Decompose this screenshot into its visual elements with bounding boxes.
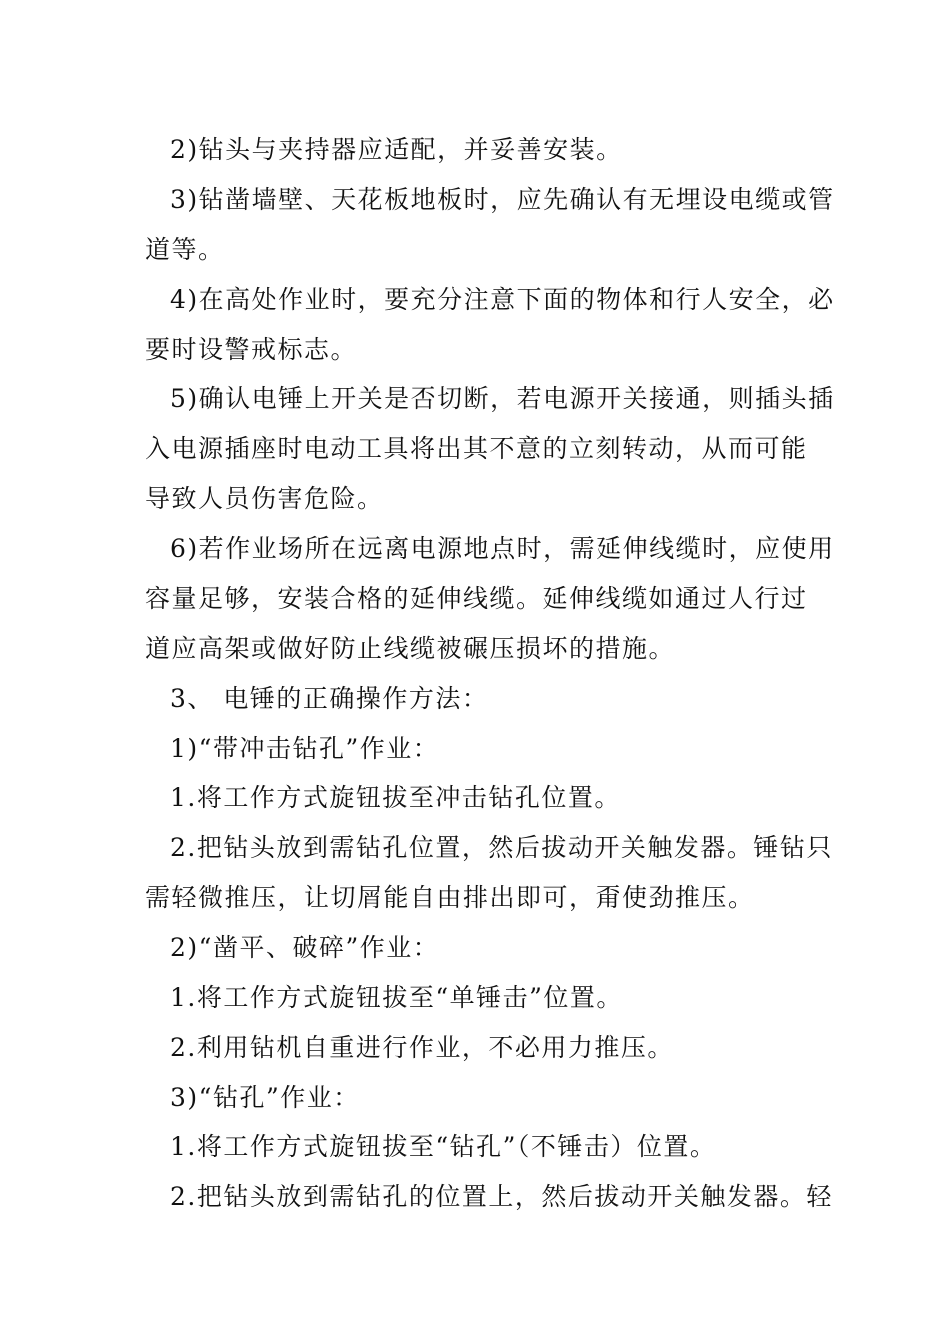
text-line: 6)若作业场所在远离电源地点时，需延伸线缆时，应使用 xyxy=(170,534,835,563)
text-line: 入电源插座时电动工具将出其不意的立刻转动，从而可能 xyxy=(145,434,808,463)
text-line: 2.把钻头放到需钻孔的位置上，然后拔动开关触发器。轻 xyxy=(170,1182,833,1211)
text-line: 2)钻头与夹持器应适配，并妥善安装。 xyxy=(170,135,623,164)
text-line: 3)“钻孔”作业： xyxy=(170,1083,360,1112)
text-line: 2)“凿平、破碎”作业： xyxy=(170,933,440,962)
text-line: 3)钻凿墙壁、天花板地板时，应先确认有无埋设电缆或管 xyxy=(170,185,835,214)
text-line: 道等。 xyxy=(145,235,225,264)
text-line: 5)确认电锤上开关是否切断，若电源开关接通，则插头插 xyxy=(170,384,835,413)
text-line: 1.将工作方式旋钮拔至“单锤击”位置。 xyxy=(170,983,623,1012)
text-line: 需轻微推压，让切屑能自由排出即可，甭使劲推压。 xyxy=(145,883,755,912)
text-line: 2.利用钻机自重进行作业，不必用力推压。 xyxy=(170,1033,674,1062)
text-line: 要时设警戒标志。 xyxy=(145,335,358,364)
text-line: 2.把钻头放到需钻孔位置，然后拔动开关触发器。锤钻只 xyxy=(170,833,833,862)
text-line: 4)在高处作业时，要充分注意下面的物体和行人安全，必 xyxy=(170,285,835,314)
text-line: 1.将工作方式旋钮拔至“钻孔”（不锤击）位置。 xyxy=(170,1132,717,1161)
text-line: 1)“带冲击钻孔”作业： xyxy=(170,734,440,763)
text-line: 1.将工作方式旋钮拔至冲击钻孔位置。 xyxy=(170,783,621,812)
text-line: 导致人员伤害危险。 xyxy=(145,484,384,513)
text-line: 道应高架或做好防止线缆被碾压损坏的措施。 xyxy=(145,634,676,663)
text-line: 容量足够，安装合格的延伸线缆。延伸线缆如通过人行过 xyxy=(145,584,808,613)
section-heading: 3、 电锤的正确操作方法： xyxy=(170,684,489,713)
